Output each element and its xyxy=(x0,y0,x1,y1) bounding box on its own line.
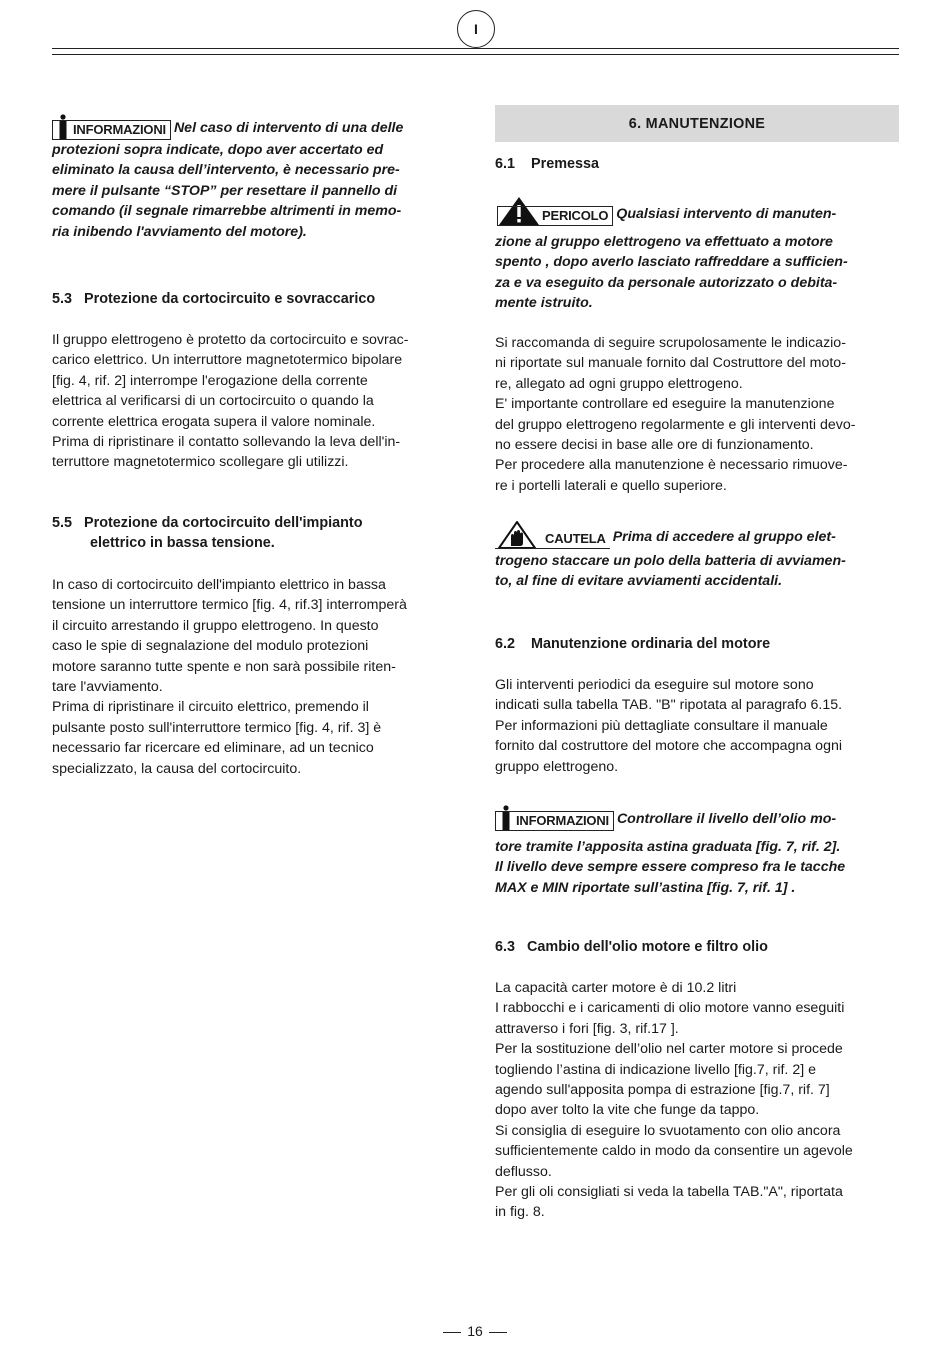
section-6-1-body xyxy=(495,333,899,496)
dash-left xyxy=(443,1332,461,1333)
section-title: Manutenzione ordinaria del motore xyxy=(531,636,771,652)
notice-line: eliminato la causa dell’intervento, è necessario pre- xyxy=(52,162,400,179)
body-line: in fig. 8. xyxy=(495,1204,545,1221)
section-number: 6.1 xyxy=(495,156,516,172)
danger-notice xyxy=(495,204,899,314)
body-line: carico elettrico. Un interruttore magnetotermico bipolare xyxy=(52,352,403,369)
section-title: Protezione da cortocircuito e sovraccarico xyxy=(84,291,376,307)
caution-notice xyxy=(495,527,899,592)
info-label-text: INFORMAZIONI xyxy=(516,812,609,828)
section-6-2-heading xyxy=(495,634,899,654)
notice-line: comando (il segnale rimarrebbe altrimenti in memo- xyxy=(52,203,402,220)
body-line: Si consiglia di eseguire lo svuotamento con olio ancora xyxy=(495,1122,841,1139)
body-line: dopo aver tolto la vite che funge da tappo. xyxy=(495,1102,760,1119)
section-title: Cambio dell'olio motore e filtro olio xyxy=(527,939,768,955)
body-line: Prima di ripristinare il contatto sollevando la leva dell'in- xyxy=(52,434,401,451)
notice-line: mere il pulsante “STOP” per resettare il pannello di xyxy=(52,182,398,199)
notice-line: protezioni sopra indicate, dopo aver accertato ed xyxy=(52,142,384,158)
body-line: Prima di ripristinare il circuito elettrico, premendo il xyxy=(52,699,369,716)
body-line: sufficientemente caldo in modo da consentire un agevole xyxy=(495,1143,853,1160)
body-line: corrente elettrica erogata supera il valore nominale. xyxy=(52,413,376,430)
body-line: In caso di cortocircuito dell'impianto elettrico in bassa xyxy=(52,577,386,593)
info-label xyxy=(495,805,614,831)
body-line: attraverso i fori [fig. 3, rif.17 ]. xyxy=(495,1020,679,1037)
section-number: 5.5 xyxy=(52,515,73,531)
body-line: indicati sulla tabella TAB. "B" ripotata al paragrafo 6.15. xyxy=(495,697,843,714)
body-line: caso le spie di segnalazione del modulo protezioni xyxy=(52,638,369,655)
chapter-banner: 6. MANUTENZIONE xyxy=(495,105,899,142)
info-notice-2 xyxy=(495,809,899,898)
danger-label-text: PERICOLO xyxy=(542,207,609,223)
notice-line: za e va eseguito da personale autorizzato o debita- xyxy=(495,274,838,291)
info-label-text: INFORMAZIONI xyxy=(73,121,166,137)
notice-line: Il livello deve sempre essere compreso fra le tacche xyxy=(495,859,846,876)
section-title: Protezione da cortocircuito dell'impianto xyxy=(84,515,363,531)
body-line: Per la sostituzione dell’olio nel carter motore si procede xyxy=(495,1041,843,1058)
body-line: La capacità carter motore è di 10.2 litri xyxy=(495,980,737,996)
notice-line: zione al gruppo elettrogeno va effettuato a motore xyxy=(495,234,833,250)
caution-label-text: CAUTELA xyxy=(545,530,606,546)
page-number-text: 16 xyxy=(467,1323,483,1339)
body-line: deflusso. xyxy=(495,1163,552,1180)
page-number xyxy=(0,1323,950,1339)
section-6-2-body xyxy=(495,675,899,777)
section-6-1-heading xyxy=(495,154,899,174)
header-rule-top xyxy=(52,48,899,49)
body-line: I rabbocchi e i caricamenti di olio motore vanno eseguiti xyxy=(495,1000,845,1017)
section-title-cont: elettrico in bassa tensione. xyxy=(90,535,275,552)
body-line: E' importante controllare ed eseguire la manutenzione xyxy=(495,396,835,413)
section-5-3-body xyxy=(52,330,456,473)
body-line: necessario far ricercare ed eliminare, ad un tecnico xyxy=(52,740,374,757)
body-line: Il gruppo elettrogeno è protetto da cortocircuito e sovrac- xyxy=(52,332,409,348)
body-line: no essere decisi in base alle ore di funzionamento. xyxy=(495,437,814,454)
section-number: 6.3 xyxy=(495,939,516,955)
notice-line: trogeno staccare un polo della batteria di avviamen- xyxy=(495,553,846,569)
notice-line: MAX e MIN riportate sull’astina [fig. 7, rif. 1] . xyxy=(495,879,796,896)
notice-line: tore tramite l’apposita astina graduata [fig. 7, rif. 2]. xyxy=(495,839,841,855)
body-line: del gruppo elettrogeno regolarmente e gli interventi devo- xyxy=(495,416,856,433)
body-line: ni riportate sul manuale fornito dal Costruttore del moto- xyxy=(495,355,846,372)
body-line: pulsante posto sull'interruttore termico [fig. 4, rif. 3] è xyxy=(52,719,382,736)
body-line: il circuito arrestando il gruppo elettrogeno. In questo xyxy=(52,617,379,634)
info-notice xyxy=(52,118,456,242)
body-line: tensione un interruttore termico [fig. 4, rif.3] interromperà xyxy=(52,597,407,614)
caution-label xyxy=(495,523,610,549)
body-line: agendo sull'apposita pompa di estrazione [fig.7, rif. 7] xyxy=(495,1082,830,1099)
notice-line: Prima di accedere al gruppo elet- xyxy=(612,529,836,545)
body-line: terruttore magnetotermico scollegare gli utilizzi. xyxy=(52,454,349,471)
notice-line: Controllare il livello dell’olio mo- xyxy=(616,811,837,827)
body-line: elettrica al verificarsi di un cortocircuito o quando la xyxy=(52,393,374,410)
body-line: togliendo l’astina di indicazione livello [fig.7, rif. 2] e xyxy=(495,1061,816,1078)
body-line: re i portelli laterali e quello superiore. xyxy=(495,477,727,494)
danger-label xyxy=(495,200,613,226)
notice-line: Qualsiasi intervento di manuten- xyxy=(616,206,837,222)
body-line: specializzato, la causa del cortocircuito. xyxy=(52,760,302,777)
notice-line: mente istruito. xyxy=(495,295,593,312)
header-rule-bottom xyxy=(52,54,899,55)
section-title: Premessa xyxy=(531,156,600,172)
body-line: fornito dal costruttore del motore che accompagna ogni xyxy=(495,738,843,755)
language-badge: I xyxy=(457,10,495,48)
section-5-3-heading xyxy=(52,289,456,309)
info-label xyxy=(52,114,171,140)
body-line: Per informazioni più dettagliate consultare il manuale xyxy=(495,717,828,734)
notice-line: spento , dopo averlo lasciato raffreddare a sufficien- xyxy=(495,254,848,271)
section-5-5-heading xyxy=(52,513,456,554)
body-line: [fig. 4, rif. 2] interrompe l'erogazione della corrente xyxy=(52,372,368,389)
body-line: Per gli oli consigliati si veda la tabella TAB."A", riportata xyxy=(495,1184,843,1201)
body-line: re, allegato ad ogni gruppo elettrogeno. xyxy=(495,375,743,392)
notice-line: Nel caso di intervento di una delle xyxy=(173,120,404,136)
section-5-5-body xyxy=(52,575,456,779)
body-line: Gli interventi periodici da eseguire sul motore sono xyxy=(495,677,814,693)
body-line: tare l'avviamento. xyxy=(52,679,163,696)
section-number: 5.3 xyxy=(52,291,73,307)
body-line: Si raccomanda di seguire scrupolosamente le indicazio- xyxy=(495,335,846,351)
body-line: motore saranno tutte spente e non sarà possibile riten- xyxy=(52,658,396,675)
notice-line: to, al fine di evitare avviamenti accidentali. xyxy=(495,573,783,590)
section-6-3-heading xyxy=(495,937,899,957)
section-number: 6.2 xyxy=(495,636,516,652)
body-line: Per procedere alla manutenzione è necessario rimuove- xyxy=(495,457,848,474)
notice-line: ria inibendo l'avviamento del motore). xyxy=(52,223,307,240)
section-6-3-body xyxy=(495,978,899,1223)
body-line: gruppo elettrogeno. xyxy=(495,758,619,775)
dash-right xyxy=(489,1332,507,1333)
